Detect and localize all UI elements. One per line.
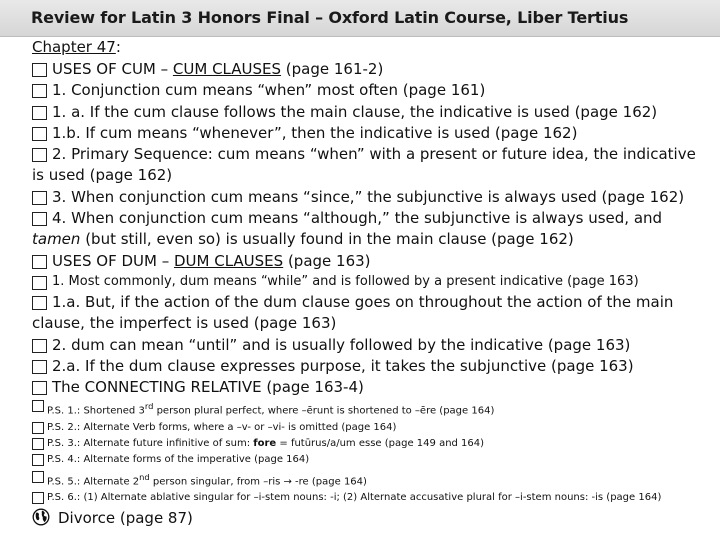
checkbox-icon[interactable] xyxy=(32,212,47,226)
list-item-divorce: Divorce (page 87) xyxy=(32,507,712,529)
review-list xyxy=(32,38,712,529)
checkbox-icon[interactable] xyxy=(32,296,47,310)
checkbox-icon[interactable] xyxy=(32,84,47,98)
checkbox-icon[interactable] xyxy=(32,422,44,434)
checkbox-icon[interactable] xyxy=(32,191,47,205)
list-item-cum-clauses: USES OF CUM – CUM CLAUSES (page 161-2) xyxy=(32,59,712,80)
list-item-ps: P.S. 1.: Shortened 3rd person plural perfect, where –ērunt is shortened to –ēre (page 164) xyxy=(32,398,712,420)
list-item: 2.a. If the dum clause expresses purpose, it takes the subjunctive (page 163) xyxy=(32,356,712,377)
list-item-ps: P.S. 5.: Alternate 2nd person singular, from –ris → -re (page 164) xyxy=(32,469,712,491)
page-title: Review for Latin 3 Honors Final – Oxford Latin Course, Liber Tertius xyxy=(31,8,629,27)
list-item: 1.b. If cum means “whenever”, then the indicative is used (page 162) xyxy=(32,123,712,144)
arrow-right-icon: → xyxy=(283,475,292,487)
checkbox-icon[interactable] xyxy=(32,106,47,120)
checkbox-icon[interactable] xyxy=(32,454,44,466)
list-item: 1. Most commonly, dum means “while” and is followed by a present indicative (page 163) xyxy=(32,272,712,292)
list-item: 1.a. But, if the action of the dum clause goes on throughout the action of the main clause, the imperfect is used (page 163) xyxy=(32,292,674,333)
chapter-heading: Chapter 47: xyxy=(32,38,121,56)
globe-icon xyxy=(32,508,50,526)
checkbox-icon[interactable] xyxy=(32,400,44,412)
list-item: 2. dum can mean “until” and is usually followed by the indicative (page 163) xyxy=(32,335,712,356)
checkbox-icon[interactable] xyxy=(32,471,44,483)
checkbox-icon[interactable] xyxy=(32,276,47,290)
chapter-label: Chapter 47 xyxy=(32,38,116,56)
checkbox-icon[interactable] xyxy=(32,492,44,504)
checkbox-icon[interactable] xyxy=(32,255,47,269)
list-item-ps: P.S. 2.: Alternate Verb forms, where a –v- or –vi- is omitted (page 164) xyxy=(32,420,712,436)
list-item: 3. When conjunction cum means “since,” the subjunctive is always used (page 162) xyxy=(32,187,712,208)
checkbox-icon[interactable] xyxy=(32,148,47,162)
checkbox-icon[interactable] xyxy=(32,438,44,450)
checkbox-icon[interactable] xyxy=(32,360,47,374)
list-item: 2. Primary Sequence: cum means “when” with a present or future idea, the indicative is used (page 162) xyxy=(32,145,696,185)
list-item-dum-clauses: USES OF DUM – DUM CLAUSES (page 163) xyxy=(32,251,712,272)
list-item-ps: P.S. 3.: Alternate future infinitive of sum: fore = futūrus/a/um esse (page 149 and 164) xyxy=(32,436,712,452)
list-item: 1. a. If the cum clause follows the main clause, the indicative is used (page 162) xyxy=(32,102,712,123)
title-bar xyxy=(0,0,720,37)
list-item-connecting-relative: The CONNECTING RELATIVE (page 163-4) xyxy=(32,377,712,398)
list-item-ps: P.S. 4.: Alternate forms of the imperative (page 164) xyxy=(32,452,712,468)
list-item: 1. Conjunction cum means “when” most often (page 161) xyxy=(32,80,712,101)
checkbox-icon[interactable] xyxy=(32,381,47,395)
checkbox-icon[interactable] xyxy=(32,339,47,353)
list-item: 4. When conjunction cum means “although,” the subjunctive is always used, and tamen (but still, even so) is usually found in the main clause (page 162) xyxy=(32,209,663,249)
list-item-ps: P.S. 6.: (1) Alternate ablative singular for –i-stem nouns: -i; (2) Alternate accusative plural for –i-stem nouns: -is (page 164) xyxy=(32,490,712,506)
checkbox-icon[interactable] xyxy=(32,63,47,77)
checkbox-icon[interactable] xyxy=(32,127,47,141)
